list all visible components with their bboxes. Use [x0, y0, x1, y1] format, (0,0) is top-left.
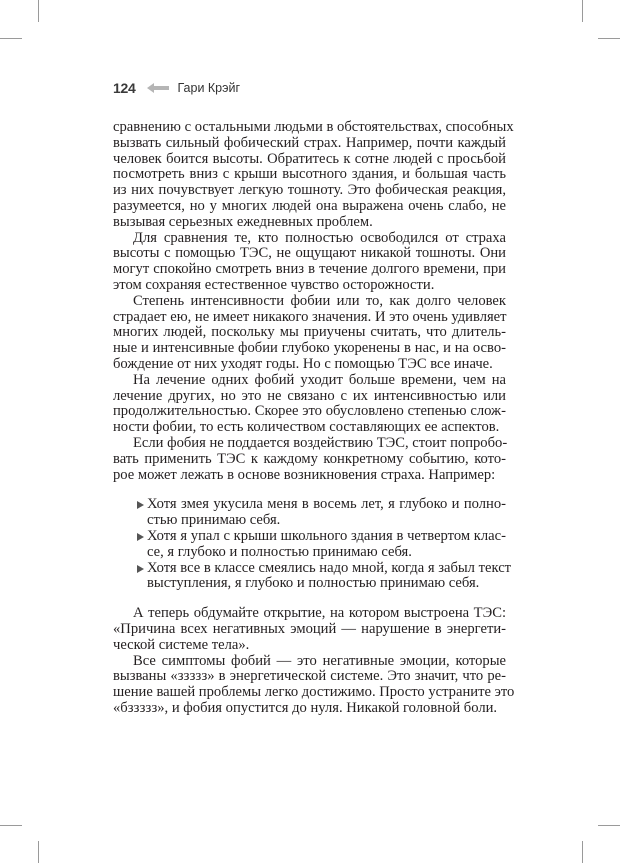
bullet-item	[113, 529, 506, 561]
text-line: Если фобия не поддается воздействию ТЭС, стоит попробо-	[133, 434, 508, 451]
crop-mark	[38, 0, 39, 22]
text-line: шение вашей проблемы легко достижимо. Просто устраните это	[113, 684, 515, 701]
text-line: из них почувствует легкую тошноту. Это фобическая реакция,	[113, 182, 506, 199]
crop-mark	[0, 38, 22, 39]
triangle-bullet-icon	[137, 501, 144, 509]
text-line: вызвать сильный фобический страх. Например, почти каждый	[113, 134, 506, 151]
crop-mark	[582, 0, 583, 22]
bullet-text: Хотя змея укусила меня в восемь лет, я глубоко и полно-	[147, 496, 506, 513]
crop-mark	[0, 825, 22, 826]
paragraph	[113, 231, 506, 294]
text-line: этом сохраняя естественное чувство осторожности.	[113, 276, 435, 293]
text-line: многих людей, поскольку мы приучены считать, что длитель-	[113, 324, 506, 341]
text-line: На лечение одних фобий уходит больше времени, чем на	[133, 371, 506, 388]
paragraph	[113, 652, 515, 717]
page-body	[113, 119, 515, 717]
author-name: Гари Крэйг	[177, 81, 241, 95]
running-header	[113, 79, 240, 97]
arrow-left-icon	[147, 83, 169, 93]
text-line: рое может лежать в основе возникновения страха. Например:	[113, 466, 496, 483]
text-line: бождение от них уходят годы. Но с помощью ТЭС все иначе.	[113, 355, 493, 372]
bullet-text: се, я глубоко и полностью принимаю себя.	[147, 543, 412, 560]
bullet-text: Хотя все в классе смеялись надо мной, когда я забыл текст	[147, 559, 512, 576]
bullet-text: выступления, я глубоко и полностью принимаю себя.	[147, 575, 480, 592]
text-line	[113, 513, 506, 529]
text-line: могут спокойно смотреть вниз в течение долгого времени, при	[113, 261, 506, 278]
text-line	[113, 559, 512, 577]
spacer	[113, 483, 506, 497]
text-line: вызваны «ззззз» в энергетической системе. Это значит, что ре-	[113, 668, 506, 685]
text-line: лечение других, но это не связано с их интенсивностью или	[113, 387, 506, 404]
text-line: А теперь обдумайте открытие, на котором выстроена ТЭС:	[133, 605, 506, 622]
text-line	[113, 497, 506, 513]
text-line	[113, 576, 506, 592]
paragraph	[113, 294, 506, 373]
crop-mark	[598, 38, 620, 39]
text-line: Для сравнения те, кто полностью освободился от страха	[133, 229, 506, 246]
bullet-item	[113, 559, 512, 593]
text-line: ческой системе тела».	[113, 636, 250, 653]
text-line: страдает ею, не имеет никакого значения. И это очень удивляет	[113, 308, 507, 325]
crop-mark	[38, 841, 39, 863]
text-line: вать применить ТЭС к каждому конкретному событию, кото-	[113, 450, 506, 467]
text-line	[113, 545, 506, 561]
paragraph	[113, 606, 506, 653]
text-line: разумеется, но у многих людей она выражена очень слабо, не	[113, 197, 506, 214]
text-line: высоты с помощью ТЭС, не ощущают никакой тошноты. Они	[113, 245, 506, 262]
crop-mark	[582, 841, 583, 863]
text-line: сравнению с остальными людьми в обстоятельствах, способных	[113, 119, 514, 135]
text-line: «Причина всех негативных эмоций — нарушение в энергети-	[113, 620, 506, 637]
text-line	[113, 529, 506, 545]
paragraph	[113, 436, 506, 483]
triangle-bullet-icon	[137, 533, 144, 541]
text-line: «бззззз», и фобия опустится до нуля. Никакой головной боли.	[113, 699, 498, 716]
text-line: ности фобии, то есть количеством составляющих ее аспектов.	[113, 419, 500, 436]
text-line: продолжительностью. Скорее это обусловлено степенью слож-	[113, 403, 506, 420]
bullet-text: Хотя я упал с крыши школьного здания в четвертом клас-	[147, 527, 506, 544]
paragraph	[113, 119, 514, 231]
text-line: посмотреть вниз с крыши высотного здания, и большая часть	[113, 166, 506, 183]
bullet-item	[113, 497, 506, 529]
bullet-text: стью принимаю себя.	[147, 512, 281, 529]
paragraph	[113, 373, 506, 436]
crop-mark	[598, 825, 620, 826]
triangle-bullet-icon	[137, 565, 144, 573]
text-line: вызывая серьезных ежедневных проблем.	[113, 213, 373, 230]
text-line: человек боится высоты. Обратитесь к сотне людей с просьбой	[113, 150, 506, 167]
text-line: Все симптомы фобий — это негативные эмоции, которые	[133, 652, 506, 669]
text-line: Степень интенсивности фобии или то, как долго человек	[133, 292, 506, 309]
text-line: ные и интенсивные фобии глубоко укоренены в нас, и на осво-	[113, 340, 506, 357]
spacer	[113, 592, 506, 606]
page-number: 124	[113, 80, 136, 96]
